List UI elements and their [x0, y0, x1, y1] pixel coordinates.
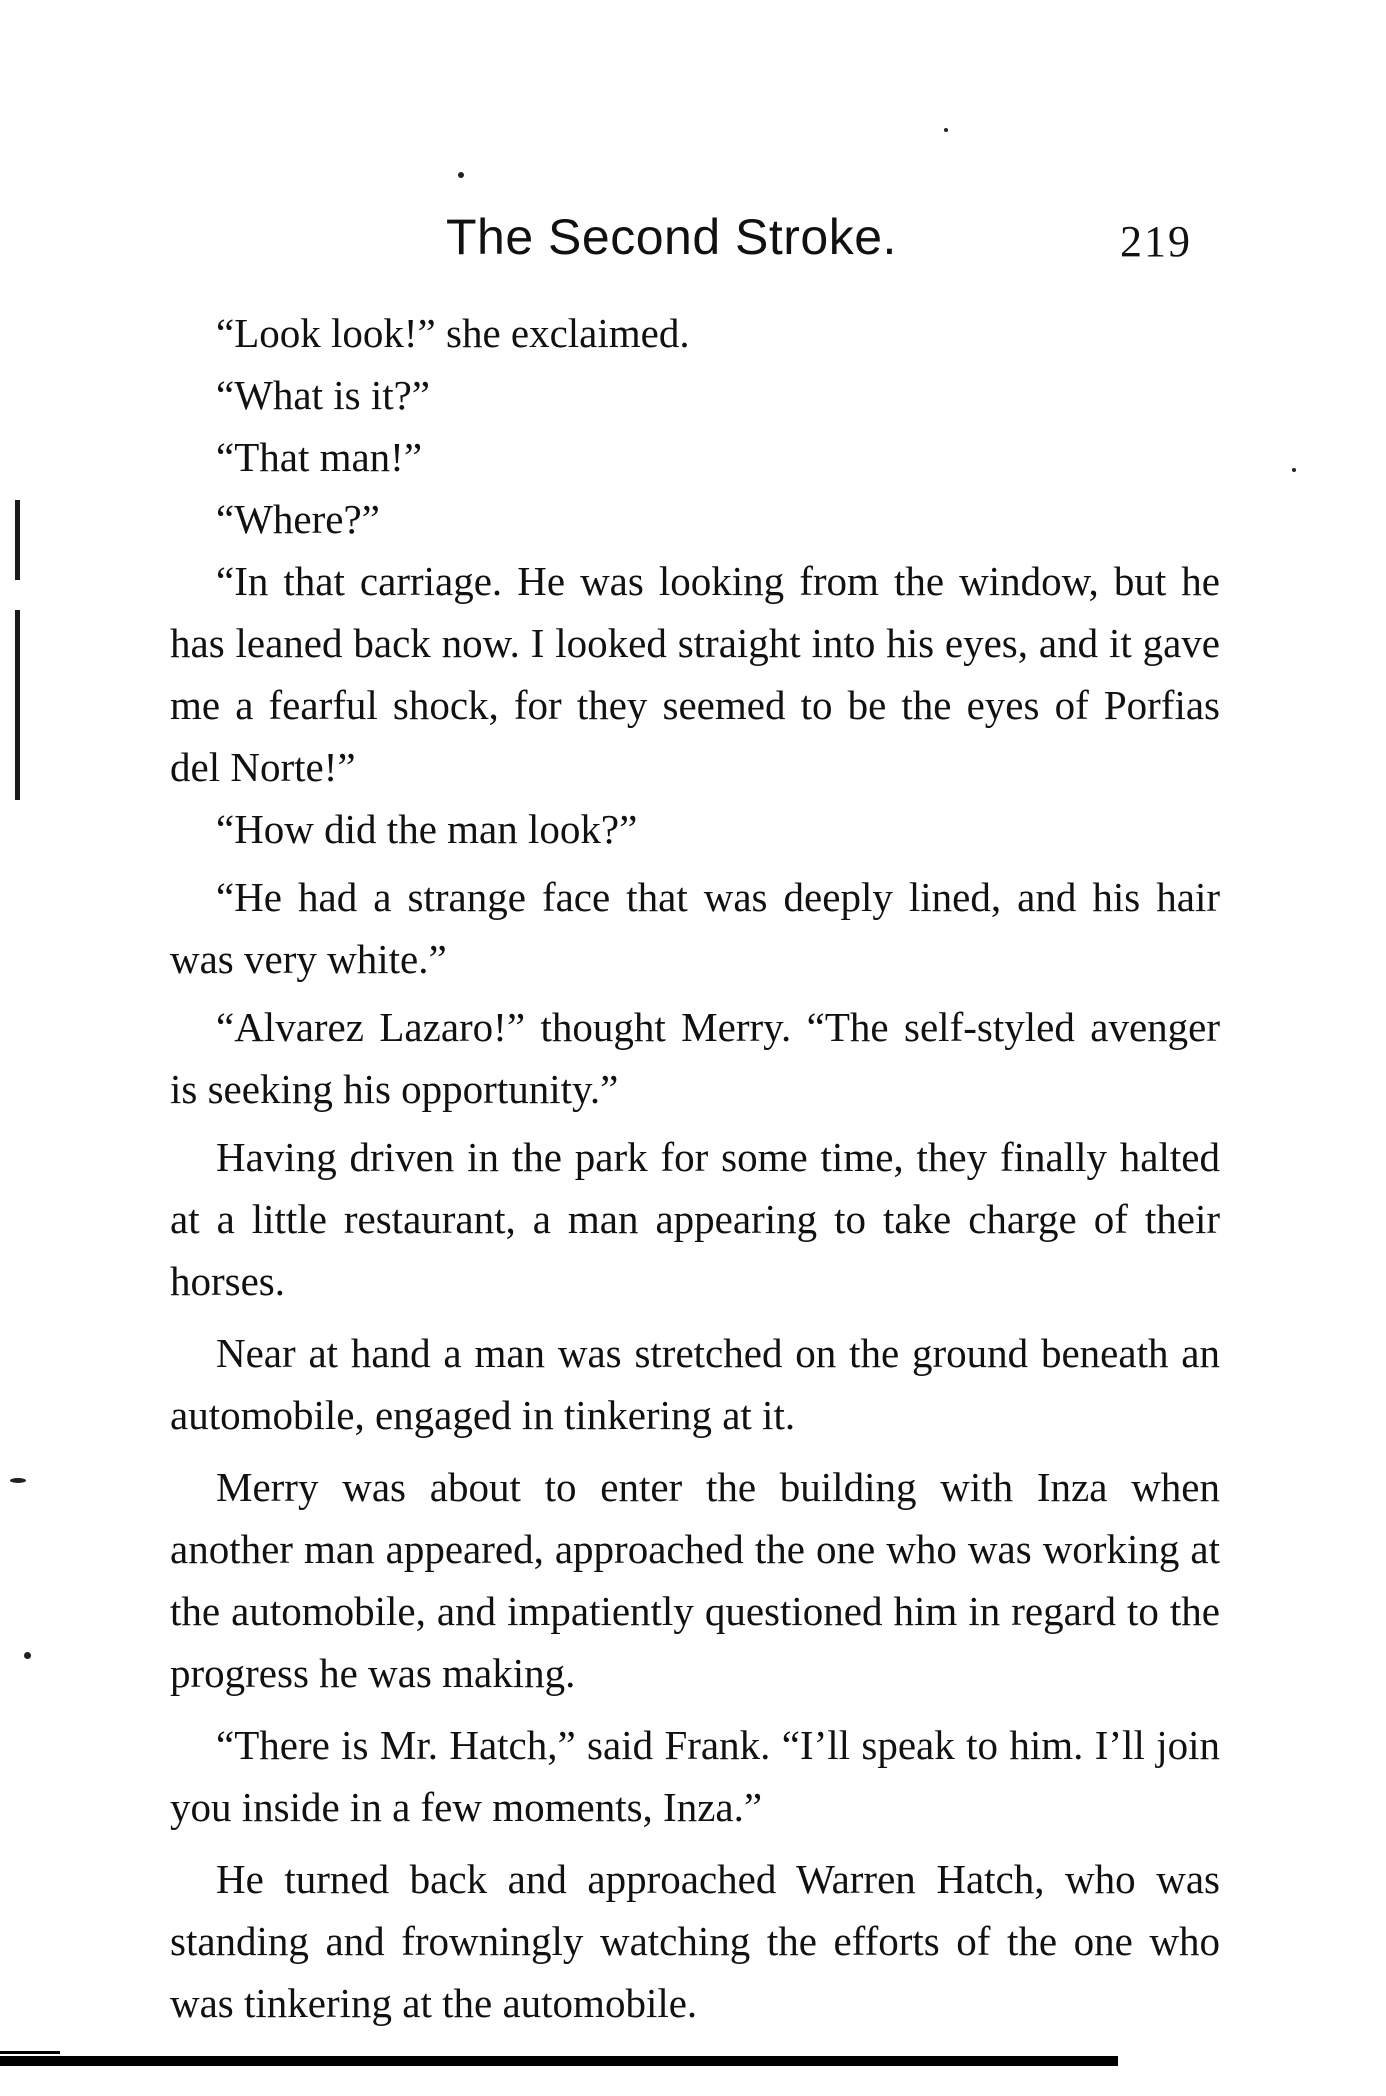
paragraph: “That man!”: [216, 434, 423, 480]
paragraph: “What is it?”: [216, 372, 431, 418]
page-number: 219: [1120, 217, 1192, 266]
paragraph: “How did the man look?”: [216, 806, 638, 852]
paragraph: “He had a strange face that was deeply lined, and his hair was very white.”: [170, 874, 1220, 982]
running-head: [446, 208, 1246, 268]
scan-margin-mark: [15, 500, 20, 580]
paragraph: “Alvarez Lazaro!” thought Merry. “The self-styled avenger is seeking his opportunity.”: [170, 1004, 1220, 1112]
paragraph: Near at hand a man was stretched on the ground beneath an automobile, engaged in tinkering at it.: [170, 1330, 1220, 1438]
scan-speck: [458, 172, 464, 178]
paragraph: He turned back and approached Warren Hatch, who was standing and frowningly watching the efforts of the one who was tinkering at the automobile.: [170, 1856, 1220, 2026]
running-title: The Second Stroke.: [446, 209, 897, 265]
page-bottom-rule: [0, 2056, 1118, 2066]
paragraph: “In that carriage. He was looking from the window, but he has leaned back now. I looked straight into his eyes, and it gave me a fearful shock, for they seemed to be the eyes of Porfias del Norte!”: [170, 558, 1220, 790]
scan-margin-mark: [15, 610, 20, 800]
scan-speck: [944, 128, 948, 132]
scan-speck: [24, 1652, 31, 1659]
paragraph: Having driven in the park for some time, they finally halted at a little restaurant, a man appearing to take charge of their horses.: [170, 1134, 1220, 1304]
paragraph: “Look look!” she exclaimed.: [216, 310, 690, 356]
paragraph: “There is Mr. Hatch,” said Frank. “I’ll speak to him. I’ll join you inside in a few moments, Inza.”: [170, 1722, 1220, 1830]
scan-speck: [10, 1478, 26, 1483]
paragraph: Merry was about to enter the building with Inza when another man appeared, approached the one who was working at the automobile, and impatiently questioned him in regard to the progress he was making.: [170, 1464, 1220, 1696]
page-bottom-rule: [0, 2051, 60, 2054]
scan-speck: [1292, 468, 1296, 472]
paragraph: “Where?”: [216, 496, 380, 542]
body-text: [170, 302, 1220, 2034]
